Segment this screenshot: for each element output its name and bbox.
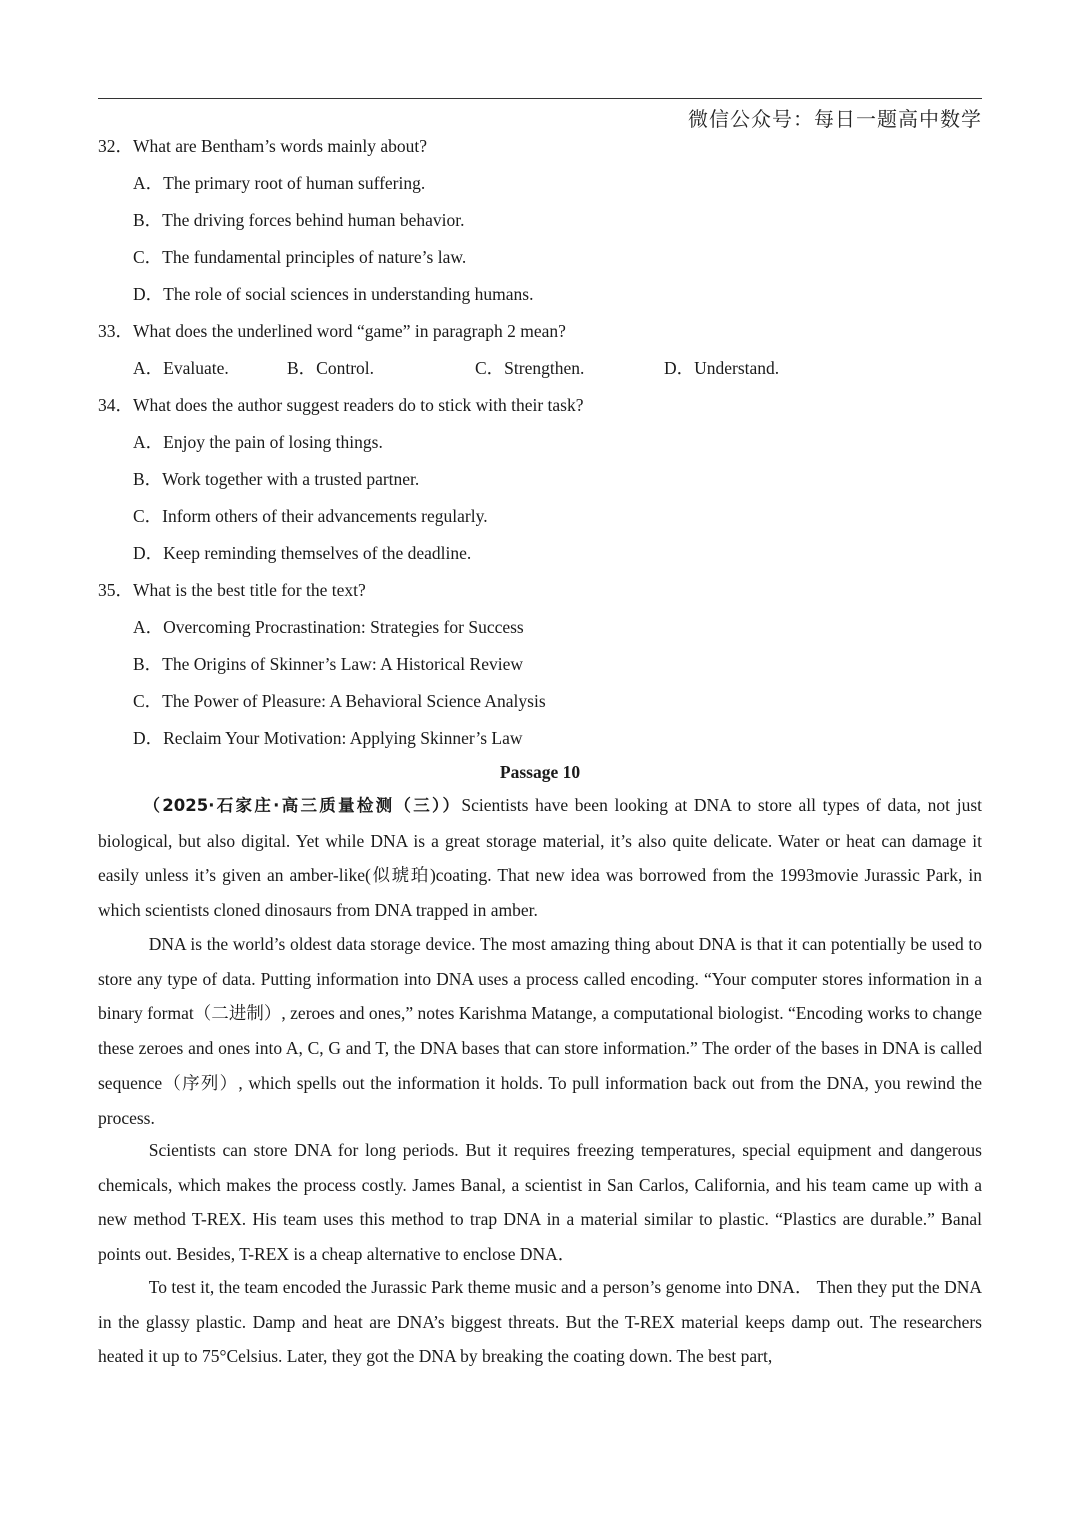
- question-33-option-a: A．Evaluate.: [133, 358, 229, 378]
- question-34-stem: 34．What does the author suggest readers do to stick with their task?: [98, 395, 584, 415]
- question-34-option-a: A．Enjoy the pain of losing things.: [133, 432, 383, 452]
- question-33-option-c: C．Strengthen.: [475, 358, 585, 378]
- passage-source: （2025·石家庄·高三质量检测（三））: [143, 796, 462, 815]
- question-35-option-a: A．Overcoming Procrastination: Strategies for Success: [133, 617, 524, 637]
- question-32-option-c: C．The fundamental principles of nature’s law.: [133, 247, 467, 267]
- passage-paragraph-2: DNA is the world’s oldest data storage device. The most amazing thing about DNA is that it can potentially be used to store any type of data. Putting information into DNA uses a process called encoding. “Your computer stores information in a binary format（二进制）, zeroes and ones,” notes Karishma Matange, a computational biologist. “Encoding works to change these zeroes and ones into A, C, G and T, the DNA bases that can store information.” The order of the bases in DNA is called sequence（序列）, which spells out the information it holds. To pull information back out from the DNA, you rewind the process.: [98, 934, 982, 1128]
- question-34-option-b: B．Work together with a trusted partner.: [133, 469, 420, 489]
- question-32-option-b: B．The driving forces behind human behavior.: [133, 210, 465, 230]
- question-32-option-d: D．The role of social sciences in understanding humans.: [133, 284, 534, 304]
- question-34-option-d: D．Keep reminding themselves of the deadline.: [133, 543, 472, 563]
- passage-paragraph-1: [98, 788, 982, 928]
- page-header: 微信公众号：每日一题高中数学: [688, 107, 982, 131]
- passage-paragraph-3: Scientists can store DNA for long periods. But it requires freezing temperatures, special equipment and dangerous chemicals, which makes the process costly. James Banal, a scientist in San Carlos, California, and his team came up with a new method T-REX. His team uses this method to trap DNA in a material similar to plastic. “Plastics are durable.” Banal points out. Besides, T-REX is a cheap alternative to enclose DNA．: [98, 1140, 982, 1265]
- question-33-stem: 33．What does the underlined word “game” in paragraph 2 mean?: [98, 321, 566, 341]
- question-35-option-d: D．Reclaim Your Motivation: Applying Skinner’s Law: [133, 728, 523, 748]
- question-33-option-b: B．Control.: [287, 358, 375, 378]
- header-rule: [98, 98, 982, 99]
- passage-paragraph-4: To test it, the team encoded the Jurassic Park theme music and a person’s genome into DNA． Then they put the DNA in the glassy plastic. Damp and heat are DNA’s biggest threats. But the T-REX material keeps damp out. The researchers heated it up to 75°Celsius. Later, they got the DNA by breaking the coating down. The best part,: [98, 1277, 982, 1367]
- question-32-option-a: A．The primary root of human suffering.: [133, 173, 426, 193]
- passage-paragraph-1-text: Scientists have been looking at DNA to store all types of data, not just biological, but also digital. Yet while DNA is a great storage material, it’s also quite delicate. Water or heat can damage it easily unless it’s given an amber-like(似琥珀)coating. That new idea was borrowed from the 1993movie Jurassic Park, in which scientists cloned dinosaurs from DNA trapped in amber.: [98, 795, 982, 921]
- question-34-option-c: C．Inform others of their advancements regularly.: [133, 506, 488, 526]
- question-35-option-b: B．The Origins of Skinner’s Law: A Historical Review: [133, 654, 523, 674]
- question-35-option-c: C．The Power of Pleasure: A Behavioral Science Analysis: [133, 691, 546, 711]
- question-32-stem: 32．What are Bentham’s words mainly about?: [98, 136, 428, 156]
- question-35-stem: 35．What is the best title for the text?: [98, 580, 366, 600]
- passage-title: Passage 10: [499, 762, 581, 782]
- question-33-option-d: D．Understand.: [664, 358, 780, 378]
